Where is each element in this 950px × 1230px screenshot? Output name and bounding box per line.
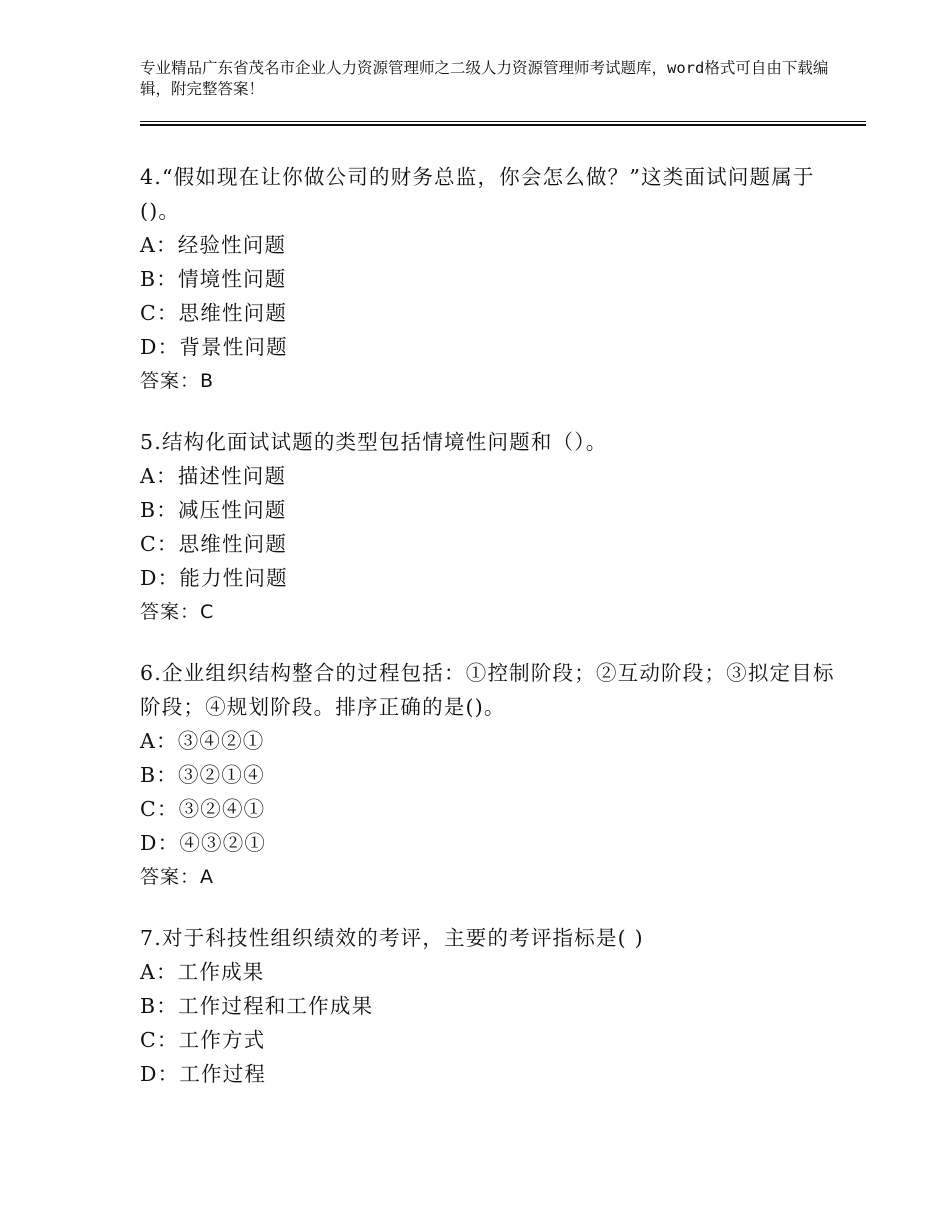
answer-label: 答案：A xyxy=(140,866,214,888)
option-c: C：③②④① xyxy=(140,797,266,821)
question-text: 4.“假如现在让你做公司的财务总监，你会怎么做？”这类面试问题属于()。 xyxy=(140,165,815,223)
option-a: A：描述性问题 xyxy=(140,464,287,488)
option-c: C：思维性问题 xyxy=(140,301,288,325)
option-c: C：工作方式 xyxy=(140,1028,266,1052)
option-b: B：情境性问题 xyxy=(140,267,287,291)
option-b: B：工作过程和工作成果 xyxy=(140,994,374,1018)
option-d: D：④③②① xyxy=(140,831,267,855)
header-rule-thick xyxy=(140,124,866,126)
option-b: B：减压性问题 xyxy=(140,498,287,522)
question-text: 5.结构化面试试题的类型包括情境性问题和（）。 xyxy=(140,430,608,454)
option-d: D：背景性问题 xyxy=(140,335,288,359)
question-text: 7.对于科技性组织绩效的考评，主要的考评指标是( ) xyxy=(140,926,644,950)
option-d: D：工作过程 xyxy=(140,1062,267,1086)
answer-label: 答案：B xyxy=(140,370,215,392)
question-5 xyxy=(140,425,840,629)
header-rule-thin xyxy=(140,121,866,122)
question-text: 6.企业组织结构整合的过程包括：①控制阶段；②互动阶段；③拟定目标阶段；④规划阶段。排序正确的是()。 xyxy=(140,661,835,719)
option-a: A：工作成果 xyxy=(140,960,265,984)
question-4 xyxy=(140,160,840,398)
option-d: D：能力性问题 xyxy=(140,566,288,590)
question-list xyxy=(140,160,840,1118)
option-b: B：③②①④ xyxy=(140,763,265,787)
question-6 xyxy=(140,656,840,894)
answer-label: 答案：C xyxy=(140,601,215,623)
question-7 xyxy=(140,921,840,1091)
option-c: C：思维性问题 xyxy=(140,532,288,556)
option-a: A：经验性问题 xyxy=(140,233,287,257)
document-header: 专业精品广东省茂名市企业人力资源管理师之二级人力资源管理师考试题库，word格式可自由下载编辑，附完整答案！ xyxy=(140,59,829,98)
option-a: A：③④②① xyxy=(140,729,265,753)
